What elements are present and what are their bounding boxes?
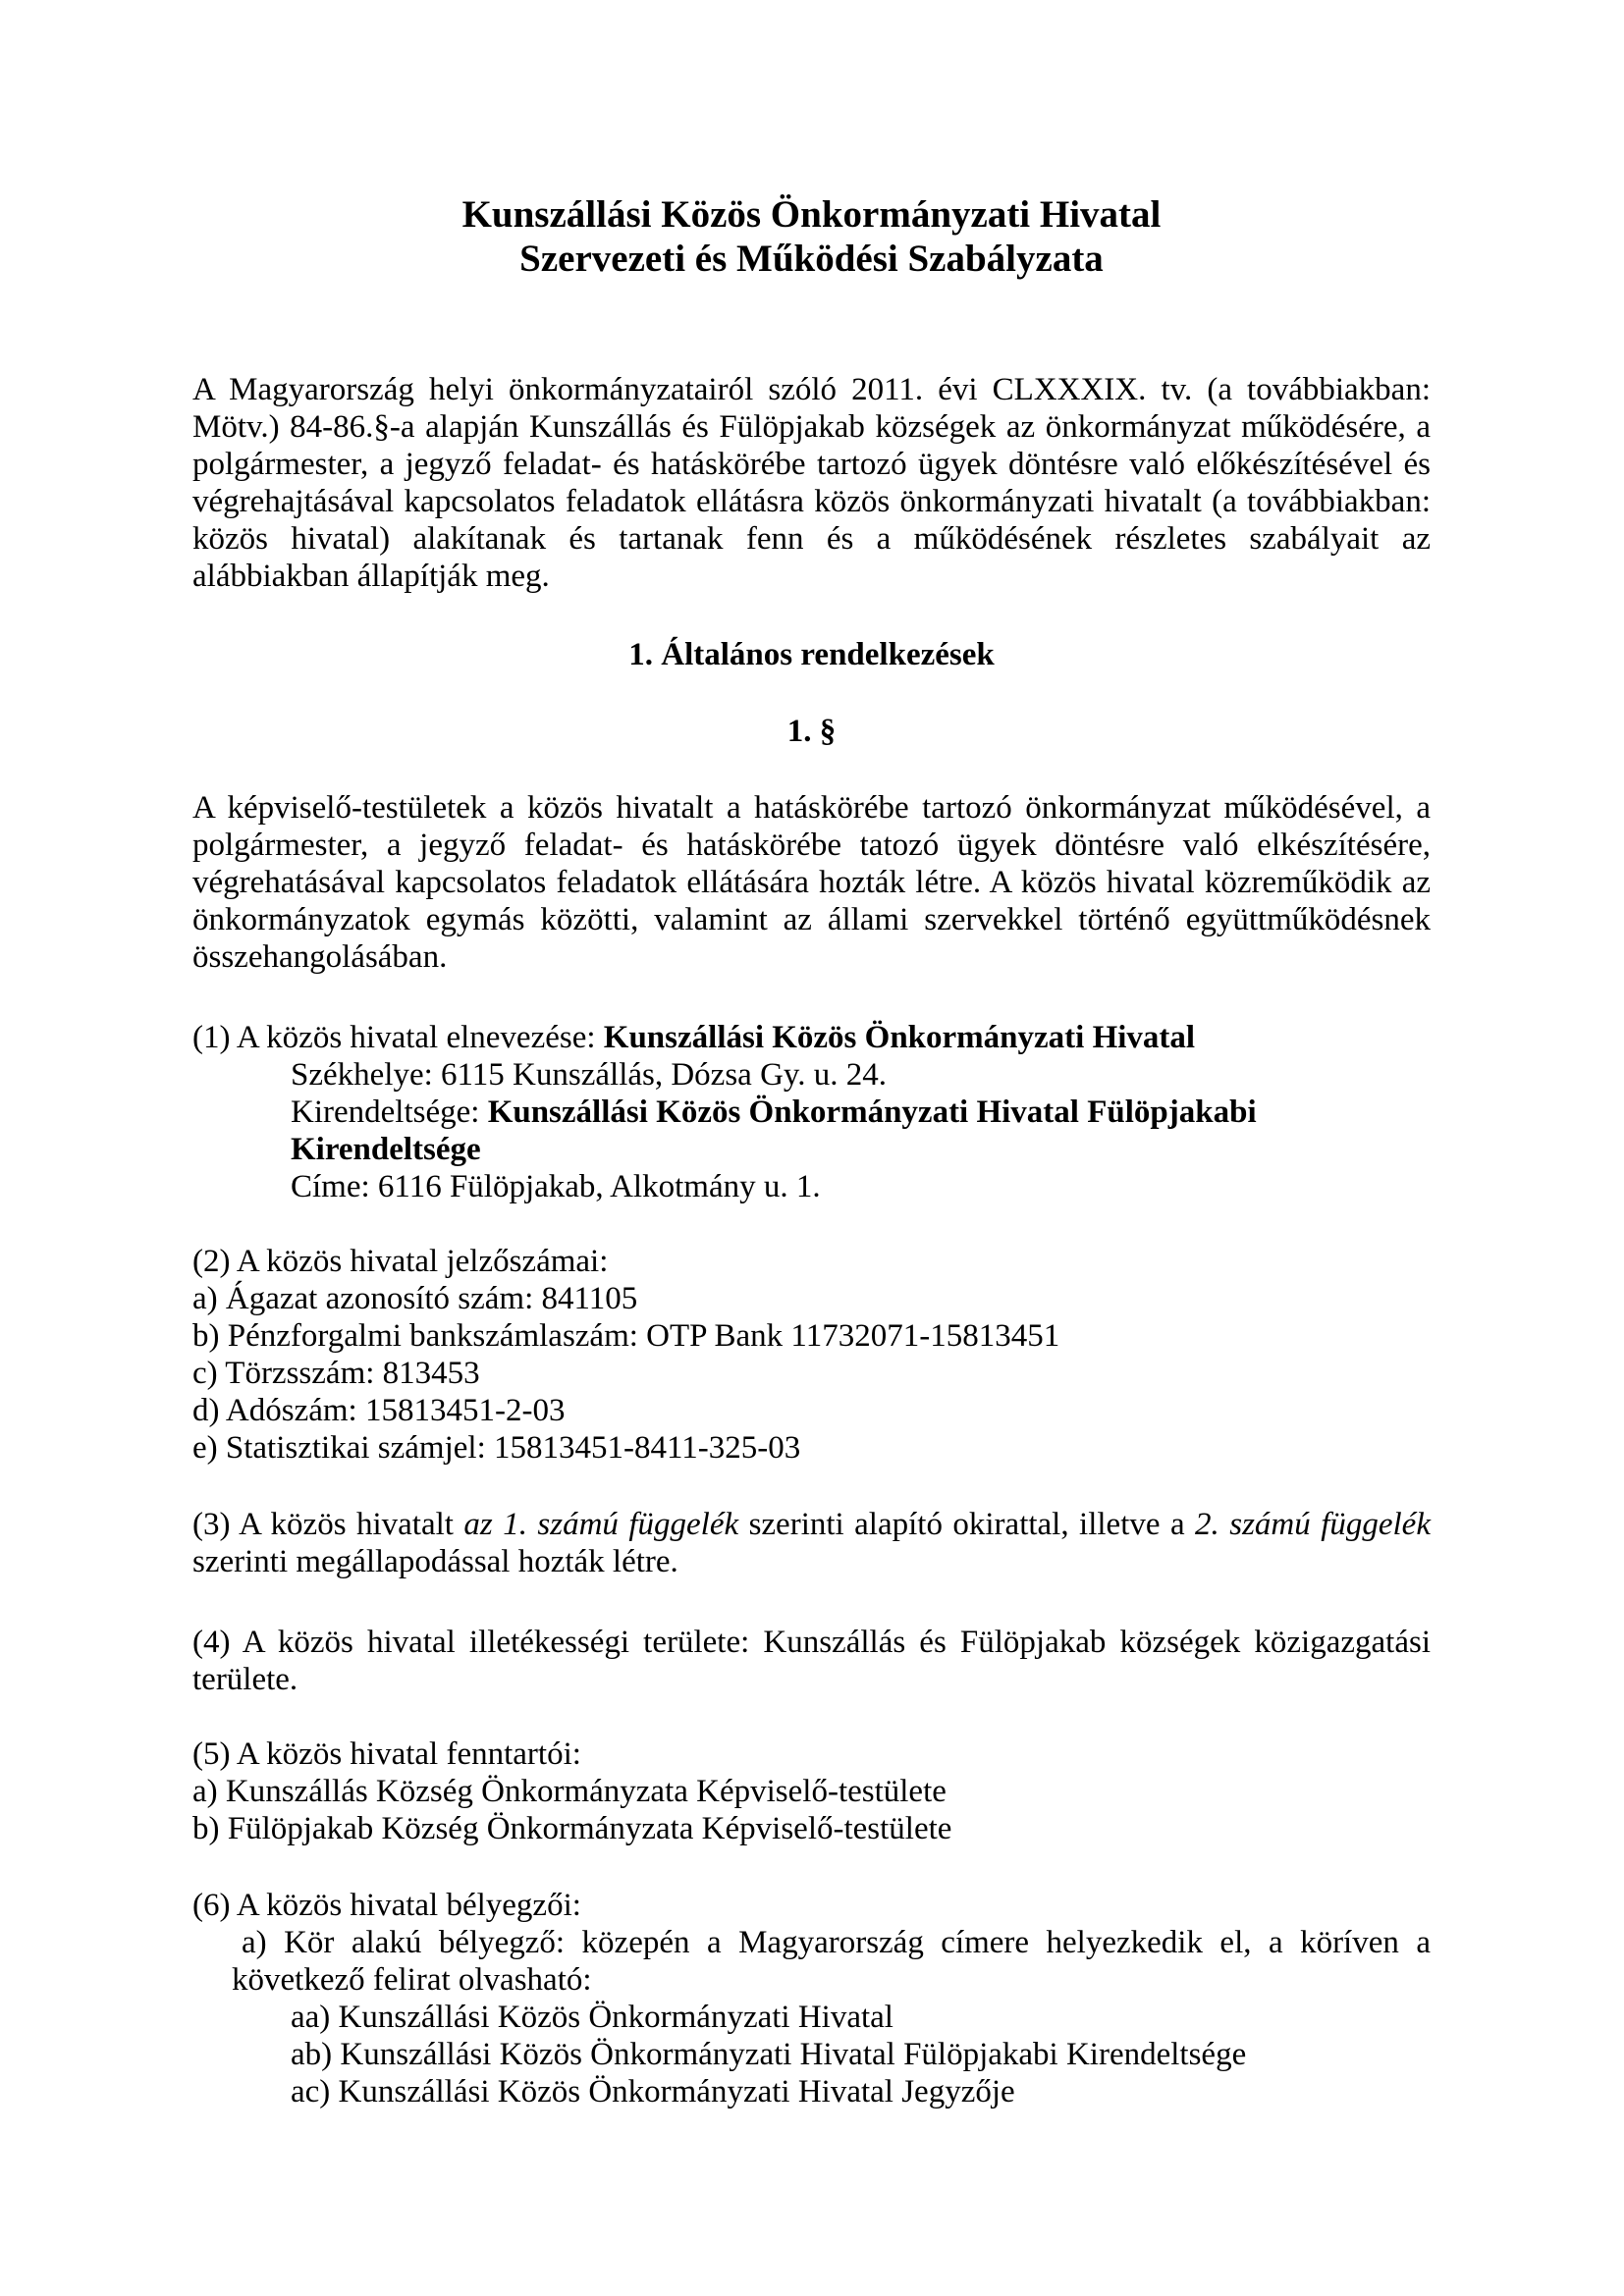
item-3-appendix2-ref: 2. számú függelék bbox=[1195, 1507, 1431, 1542]
item-1-branch-line bbox=[291, 1094, 1431, 1168]
item-1-branch-label: Kirendeltsége: bbox=[291, 1095, 488, 1130]
item-3-appendix1-ref: az 1. számú függelék bbox=[463, 1507, 739, 1542]
item-1-label: (1) A közös hivatal elnevezése: bbox=[192, 1020, 604, 1055]
item-3-run3: szerinti alapító okirattal, illetve a bbox=[738, 1507, 1196, 1542]
item-2-label: (2) A közös hivatal jelzőszámai: bbox=[192, 1244, 609, 1279]
item-6-block bbox=[192, 1887, 1431, 2110]
item-1-block bbox=[192, 1019, 1431, 1205]
item-2-block bbox=[192, 1243, 1431, 1467]
item-6-stamp-intro: a) Kör alakú bélyegző: közepén a Magyarország címere helyezkedik el, a köríven a következő felirat olvasható: bbox=[232, 1925, 1431, 1998]
item-6-label: (6) A közös hivatal bélyegzői: bbox=[192, 1888, 581, 1923]
item-2-line-a: a) Ágazat azonosító szám: 841105 bbox=[192, 1281, 638, 1316]
item-1-seat-line: Székhelye: 6115 Kunszállás, Dózsa Gy. u. 24. bbox=[291, 1057, 888, 1093]
clause-number: 1. § bbox=[786, 714, 837, 749]
item-1-name-line bbox=[192, 1019, 1431, 1056]
item-5-block bbox=[192, 1735, 1431, 1847]
item-6-stamp-ab: ab) Kunszállási Közös Önkormányzati Hivatal Fülöpjakabi Kirendeltsége bbox=[291, 2037, 1247, 2072]
item-2-line-d: d) Adószám: 15813451-2-03 bbox=[192, 1393, 566, 1428]
item-6-stamp-aa: aa) Kunszállási Közös Önkormányzati Hivatal bbox=[291, 2000, 893, 2035]
document-title-line1: Kunszállási Közös Önkormányzati Hivatal bbox=[461, 193, 1162, 236]
item-5-label: (5) A közös hivatal fenntartói: bbox=[192, 1736, 581, 1772]
item-2-line-e: e) Statisztikai számjel: 15813451-8411-325-03 bbox=[192, 1430, 801, 1466]
document-title-line2: Szervezeti és Működési Szabályzata bbox=[519, 238, 1104, 280]
item-3-paragraph bbox=[192, 1506, 1431, 1580]
clause-body-paragraph: A képviselő-testületek a közös hivatalt a hatáskörébe tartozó önkormányzat működésével, a polgármester, a jegyző feladat- és hatáskörébe tatozó ügyek döntésre való elkészítésére, végrehatásával kapcsolatos feladatok ellátására hozták létre. A közös hivatal közreműködik az önkormányzatok egymás közötti, valamint az állami szervekkel történő együttműködésnek összehangolásában. bbox=[192, 790, 1431, 975]
section-heading: 1. Általános rendelkezések bbox=[628, 637, 995, 672]
item-1-branch-name: Kunszállási Közös Önkormányzati Hivatal Fülöpjakabi Kirendeltsége bbox=[291, 1095, 1257, 1167]
item-6-stamp-ac: ac) Kunszállási Közös Önkormányzati Hivatal Jegyzője bbox=[291, 2074, 1015, 2109]
item-5-line-a: a) Kunszállás Község Önkormányzata Képviselő-testülete bbox=[192, 1774, 947, 1809]
item-4-paragraph: (4) A közös hivatal illetékességi területe: Kunszállás és Fülöpjakab községek közigazgatási területe. bbox=[192, 1625, 1431, 1697]
intro-paragraph: A Magyarország helyi önkormányzatairól szóló 2011. évi CLXXXIX. tv. (a továbbiakban: Mötv.) 84-86.§-a alapján Kunszállás és Fülöpjakab községek az önkormányzat működésére, a polgármester, a jegyző feladat- és hatáskörébe tartozó ügyek döntésre való előkészítésével és végrehajtásával kapcsolatos feladatok ellátásra közös önkormányzati hivatalt (a továbbiakban: közös hivatal) alakítanak és tartanak fenn és a működésének részletes szabályait az alábbiakban állapítják meg. bbox=[192, 372, 1431, 594]
item-1-office-name: Kunszállási Közös Önkormányzati Hivatal bbox=[603, 1020, 1196, 1055]
item-3-run1: (3) A közös hivatalt bbox=[192, 1507, 464, 1542]
document-title bbox=[192, 192, 1431, 281]
item-1-branch-address-line: Címe: 6116 Fülöpjakab, Alkotmány u. 1. bbox=[291, 1169, 821, 1204]
item-5-line-b: b) Fülöpjakab Község Önkormányzata Képviselő-testülete bbox=[192, 1811, 952, 1846]
item-2-line-c: c) Törzsszám: 813453 bbox=[192, 1356, 480, 1391]
item-2-line-b: b) Pénzforgalmi bankszámlaszám: OTP Bank 11732071-15813451 bbox=[192, 1318, 1060, 1354]
item-3-run5: szerinti megállapodással hozták létre. bbox=[192, 1544, 678, 1579]
